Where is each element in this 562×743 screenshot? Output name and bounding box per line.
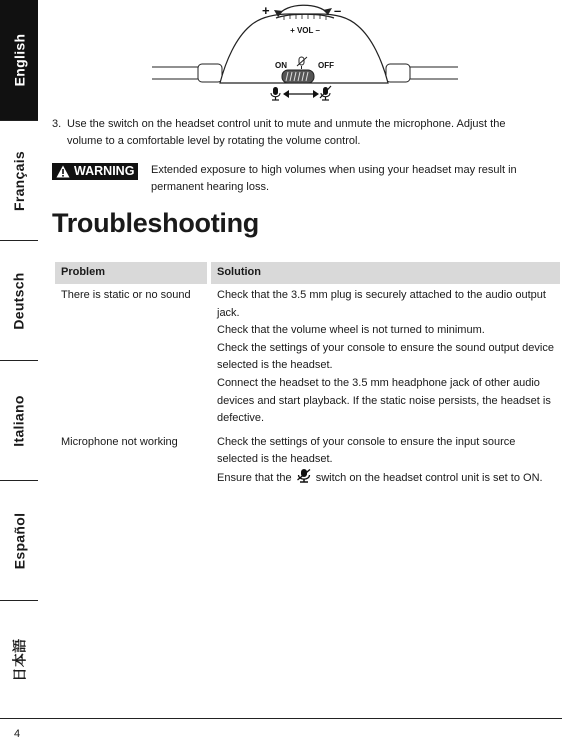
page-number: 4 xyxy=(14,728,21,740)
strain-relief-right xyxy=(386,64,410,82)
step-number: 3. xyxy=(52,118,62,130)
solution-line: Connect the headset to the 3.5 mm headphone jack of other audio devices and start playback. If the static noise persists, the headset is defective. xyxy=(217,376,551,425)
off-label: OFF xyxy=(318,61,334,70)
footer-divider xyxy=(0,718,562,719)
solution-line: Check that the volume wheel is not turned to minimum. xyxy=(217,324,485,337)
lang-tab-label: Deutsch xyxy=(11,271,27,330)
table-row xyxy=(55,428,560,488)
page-title: Troubleshooting xyxy=(52,208,259,238)
problem-cell: Microphone not working xyxy=(55,428,211,488)
table-row xyxy=(55,284,560,428)
lang-tab-label: Italiano xyxy=(11,394,28,447)
solution-line: Check the settings of your console to ensure the input source selected is the headset. xyxy=(217,435,516,466)
warning-block xyxy=(52,162,544,196)
mic-icon xyxy=(271,87,280,100)
minus-sign: – xyxy=(334,3,342,18)
column-header-problem: Problem xyxy=(55,262,211,284)
mic-mute-switch-icon xyxy=(297,469,311,483)
solution-line: Check the settings of your console to ensure the sound output device selected is the headset. xyxy=(217,341,554,372)
warning-text: Extended exposure to high volumes when using your headset may result in permanent hearing loss. xyxy=(151,164,517,193)
warning-triangle-icon xyxy=(56,165,70,178)
lang-tab-japanese[interactable] xyxy=(0,601,38,718)
mute-slider-switch xyxy=(282,70,314,83)
lang-tab-espanol[interactable] xyxy=(0,481,38,600)
plus-sign: + xyxy=(262,3,270,18)
problem-cell: There is static or no sound xyxy=(55,284,211,428)
lang-tab-italiano[interactable] xyxy=(0,361,38,480)
mic-muted-icon xyxy=(320,86,331,100)
troubleshooting-table xyxy=(55,262,560,488)
column-header-solution: Solution xyxy=(211,262,560,284)
solution-line xyxy=(217,469,554,488)
table-header-row xyxy=(55,262,560,284)
control-unit-diagram xyxy=(150,0,460,108)
strain-relief-left xyxy=(198,64,222,82)
language-sidebar xyxy=(0,0,38,718)
lang-tab-label: English xyxy=(11,33,28,87)
lang-tab-label: Español xyxy=(11,512,27,569)
double-arrow-icon xyxy=(283,90,319,98)
lang-tab-label: Français xyxy=(11,150,27,211)
step-text: Use the switch on the headset control unit to mute and unmute the microphone. Adjust the volume to a comfortable level by rotating the volume control. xyxy=(67,118,506,147)
step-3 xyxy=(52,116,542,150)
lang-tab-english[interactable] xyxy=(0,0,38,120)
vol-label: + VOL – xyxy=(290,26,320,35)
solution-line: Check that the 3.5 mm plug is securely attached to the audio output jack. xyxy=(217,289,546,319)
solution-prefix: Ensure that the xyxy=(217,471,292,484)
solution-cell xyxy=(211,284,560,428)
warning-label: WARNING xyxy=(74,164,135,178)
lang-tab-francais[interactable] xyxy=(0,121,38,240)
lang-tab-deutsch[interactable] xyxy=(0,241,38,360)
lang-tab-label: 日本語 xyxy=(11,638,27,681)
on-label: ON xyxy=(275,61,287,70)
warning-badge xyxy=(52,163,138,180)
solution-suffix: switch on the headset control unit is set to ON. xyxy=(315,471,543,484)
solution-cell xyxy=(211,428,560,488)
